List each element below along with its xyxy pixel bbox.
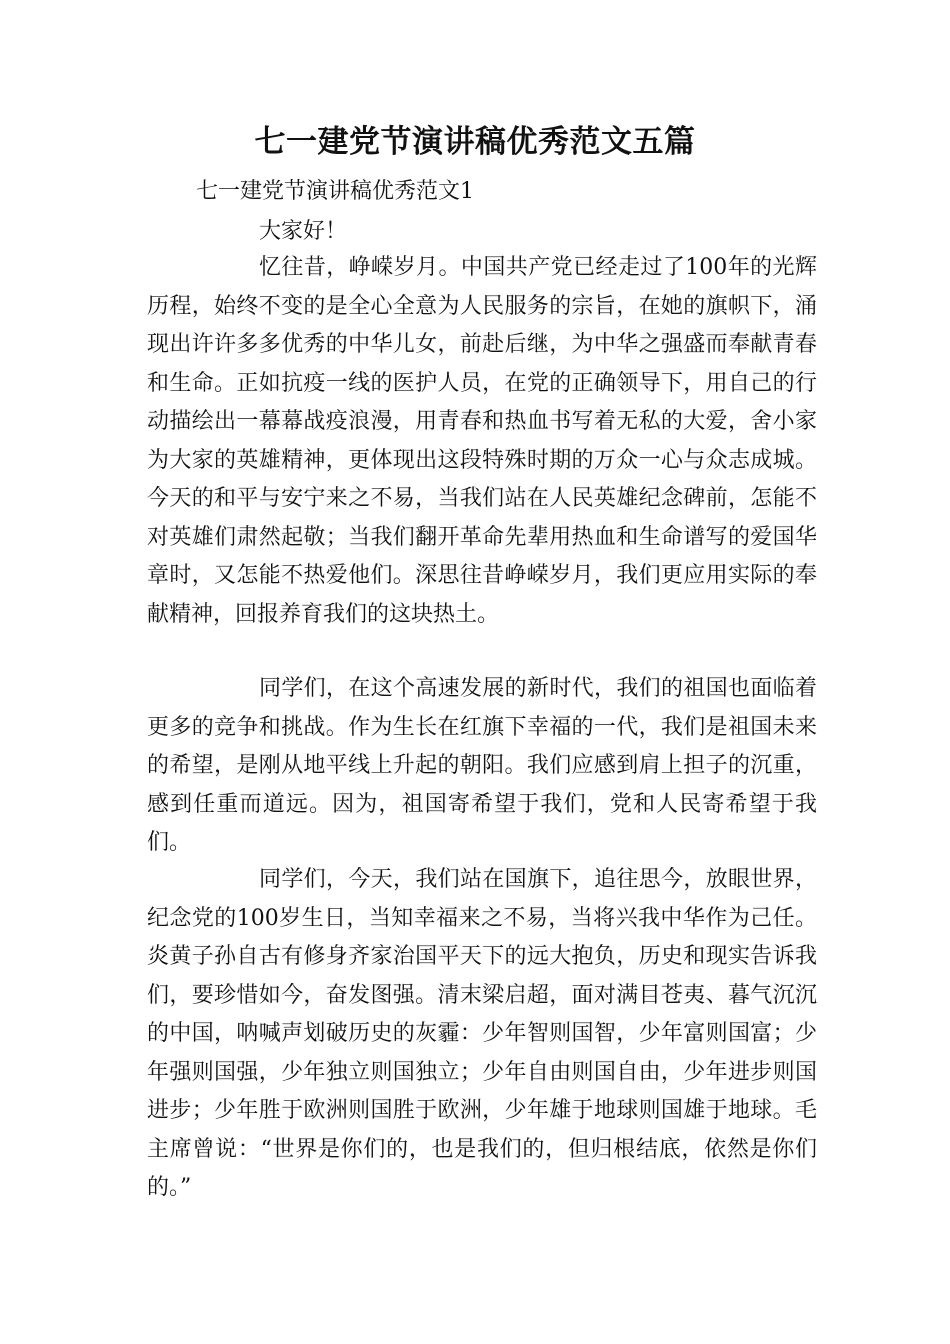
- paragraph-1: 忆往昔，峥嵘岁月。中国共产党已经走过了100年的光辉历程，始终不变的是全心全意为人民服务的宗旨，在她的旗帜下，涌现出许许多多优秀的中华儿女，前赴后继，为中华之强盛而奉献青春和生命。正如抗疫一线的医护人员，在党的正确领导下，用自己的行动描绘出一幕幕战疫浪漫，用青春和热血书写着无私的大爱，舍小家为大家的英雄精神，更体现出这段特殊时期的万众一心与众志成城。今天的和平与安宁来之不易，当我们站在人民英雄纪念碑前，怎能不对英雄们肃然起敬；当我们翻开革命先辈用热血和生命谱写的爱国华章时，又怎能不热爱他们。深思往昔峥嵘岁月，我们更应用实际的奉献精神，回报养育我们的这块热土。: [147, 255, 817, 627]
- section-heading: 七一建党节演讲稿优秀范文1: [196, 179, 474, 204]
- paragraph-2: 同学们，在这个高速发展的新时代，我们的祖国也面临着更多的竞争和挑战。作为生长在红旗下幸福的一代，我们是祖国未来的希望，是刚从地平线上升起的朝阳。我们应感到肩上担子的沉重，感到任重而道远。因为，祖国寄希望于我们，党和人民寄希望于我们。: [147, 676, 817, 855]
- paragraph-3: 同学们，今天，我们站在国旗下，追往思今，放眼世界，纪念党的100岁生日，当知幸福来之不易，当将兴我中华作为己任。炎黄子孙自古有修身齐家治国平天下的远大抱负，历史和现实告诉我们，要珍惜如今，奋发图强。清末梁启超，面对满目苍夷、暮气沉沉的中国，呐喊声划破历史的灰霾：少年智则国智，少年富则国富；少年强则国强，少年独立则国独立；少年自由则国自由，少年进步则国进步；少年胜于欧洲则国胜于欧洲，少年雄于地球则国雄于地球。毛主席曾说：“世界是你们的，也是我们的，但归根结底，依然是你们的。”: [147, 867, 817, 1200]
- greeting-line: 大家好！: [259, 219, 348, 244]
- document-title: 七一建党节演讲稿优秀范文五篇: [254, 124, 696, 160]
